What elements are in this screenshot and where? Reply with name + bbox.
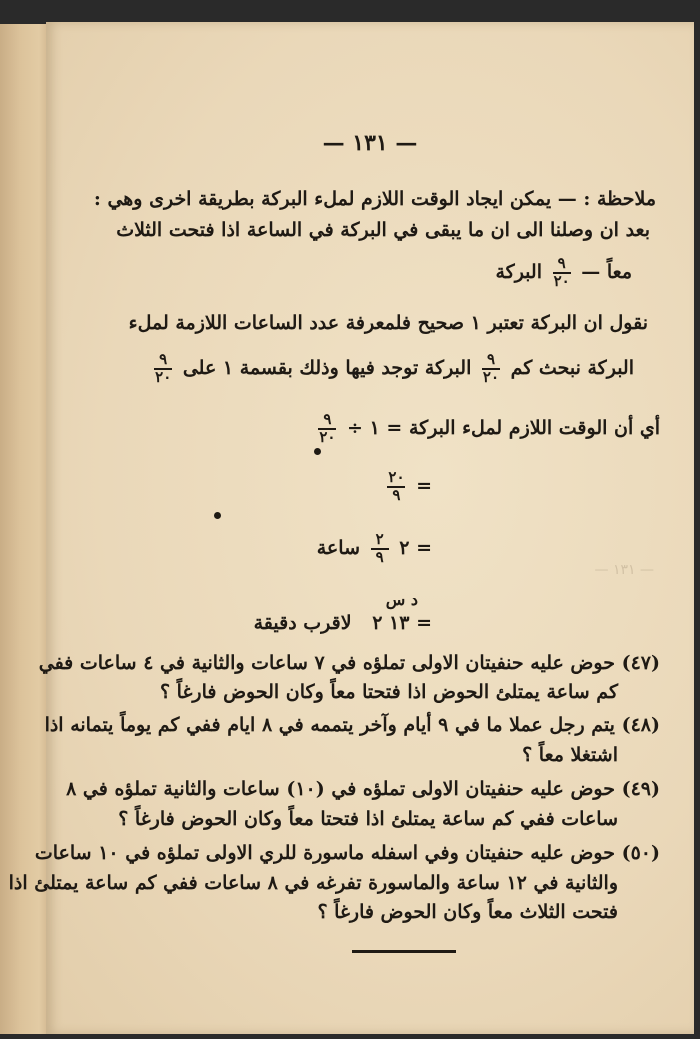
eq1-prefix: معاً —: [581, 260, 632, 283]
fraction-denominator: ٢٠: [482, 367, 500, 386]
fraction-denominator: ٩: [392, 485, 401, 504]
ink-dot: [214, 512, 221, 519]
eq4-unit: ساعة: [316, 536, 360, 559]
equation-step-5: [254, 612, 432, 634]
fraction-denominator: ٢٠: [155, 367, 172, 386]
fraction: [371, 532, 389, 566]
note-line-2: بعد ان وصلنا الى ان ما يبقى في البركة في الساعة اذا فتحت الثلاث: [116, 219, 650, 241]
ink-dot: [314, 448, 321, 455]
fraction: [387, 470, 405, 504]
fraction-numerator: ٩: [557, 254, 566, 272]
equation-remaining: [495, 256, 632, 290]
problem-47-line-1: (٤٧) حوض عليه حنفيتان الاولى تملؤه في ٧ ساعات والثانية في ٤ ساعات ففي: [38, 652, 660, 674]
text4-part-a: البركة نبحث كم: [510, 356, 634, 379]
eq3-equals: =: [416, 474, 432, 497]
fraction: [318, 412, 336, 446]
fraction-numerator: ٢: [375, 530, 384, 548]
eq5-unit-header: د س: [385, 590, 418, 609]
problem-50-line-3: فتحت الثلاث معاً وكان الحوض فارغاً ؟: [317, 901, 618, 923]
eq2-prefix: أي أن الوقت اللازم لملء البركة = ١ ÷: [347, 416, 660, 439]
eq5-values: ١٣ ٢: [372, 612, 410, 634]
note-line-1: ملاحظة : — يمكن ايجاد الوقت اللازم لملء البركة بطريقة اخرى وهي :: [93, 188, 656, 210]
text4-part-b: البركة توجد فيها وذلك بقسمة ١ على: [182, 356, 472, 379]
book-page: [8, 22, 694, 1034]
fraction-denominator: ٢٠: [553, 271, 570, 290]
equation-step-3: [383, 470, 432, 504]
problem-50-line-2: والثانية في ١٢ ساعة والماسورة تفرغه في ٨ ساعات ففي كم ساعة يمتلئ اذا: [8, 872, 618, 894]
eq4-whole: ٢: [399, 536, 410, 559]
problem-50-line-1: (٥٠) حوض عليه حنفيتان وفي اسفله ماسورة للري الاولى تملؤه في ١٠ ساعات: [34, 842, 660, 864]
fraction-numerator: ٩: [323, 410, 332, 428]
problem-47-line-2: كم ساعة يمتلئ الحوض اذا فتحتا معاً وكان الحوض فارغاً ؟: [159, 681, 618, 703]
eq4-equals: =: [416, 536, 432, 559]
equation-time: [314, 412, 660, 446]
text-line-4: [150, 352, 634, 386]
fraction-numerator: ٩: [486, 350, 496, 368]
fraction-numerator: ٩: [159, 350, 168, 368]
equation-step-4: [317, 532, 432, 566]
text-line-3: نقول ان البركة تعتبر ١ صحيح فلمعرفة عدد الساعات اللازمة لملء: [128, 312, 648, 334]
fraction-numerator: ٢٠: [388, 468, 405, 486]
fraction-denominator: ٢٠: [319, 427, 336, 446]
fraction-denominator: ٩: [375, 547, 384, 566]
problem-49-line-2: ساعات ففي كم ساعة يمتلئ اذا فتحتا معاً وكان الحوض فارغاً ؟: [118, 808, 618, 830]
fraction: [154, 352, 172, 386]
fraction: [553, 256, 571, 290]
problem-48-line-2: اشتغلا معاً ؟: [522, 744, 618, 766]
eq1-suffix: البركة: [495, 260, 542, 283]
page-number: — ١٣١ —: [322, 130, 418, 156]
eq5-unit: لاقرب دقيقة: [253, 612, 352, 634]
problem-48-line-1: (٤٨) يتم رجل عملا ما في ٩ أيام وآخر يتممه في ٨ ايام ففي كم يوماً يتمانه اذا: [44, 714, 660, 736]
eq5-equals: =: [416, 612, 432, 634]
end-rule: [352, 950, 456, 953]
problem-49-line-1: (٤٩) حوض عليه حنفيتان الاولى تملؤه في (١٠) ساعات والثانية تملؤه في ٨: [66, 778, 660, 800]
bleed-through-text: — ١٣١ —: [594, 562, 654, 578]
fraction: [482, 352, 500, 386]
